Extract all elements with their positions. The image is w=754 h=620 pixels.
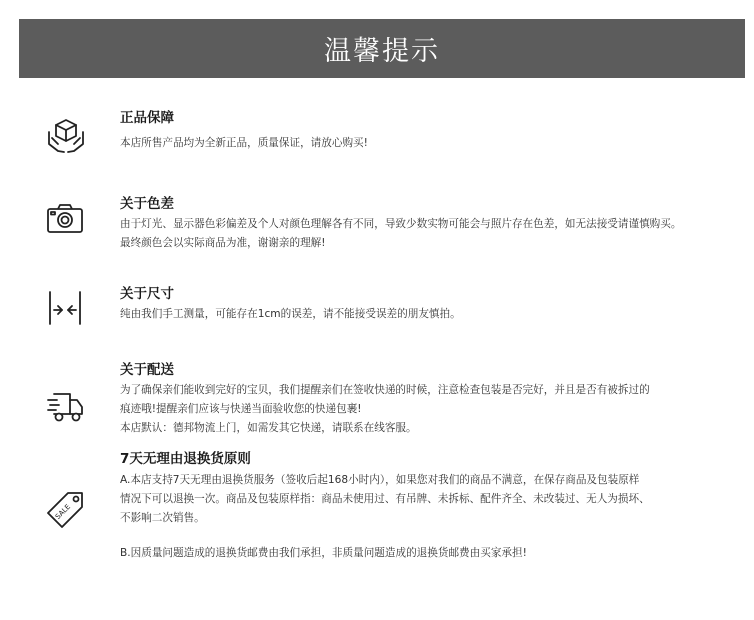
- section-text: 情况下可以退换一次。商品及包装原样指：商品未使用过、有吊牌、未拆标、配件齐全、未改装过、无人为损坏、: [120, 493, 650, 505]
- section-text: 为了确保亲们能收到完好的宝贝，我们提醒亲们在签收快递的时候，注意检查包装是否完好，并且是否有被拆过的: [120, 384, 650, 396]
- section-content: [120, 194, 750, 253]
- spacer: [120, 528, 750, 544]
- section-title: 关于尺寸: [120, 286, 174, 302]
- header-banner: [19, 19, 745, 78]
- page-title: 温馨提示: [324, 36, 440, 67]
- section-text: 本店默认：德邦物流上门，如需发其它快递，请联系在线客服。: [120, 422, 417, 434]
- section-content: [120, 284, 750, 324]
- section-text: 纯由我们手工测量，可能存在1cm的误差，请不能接受误差的朋友慎拍。: [120, 308, 461, 320]
- section-content: [120, 360, 750, 438]
- section-text: 不影响二次销售。: [120, 512, 205, 524]
- section-title: 7天无理由退换货原则: [120, 451, 251, 467]
- section-content: [120, 449, 750, 563]
- section-title: 关于配送: [120, 362, 174, 378]
- section-text: A.本店支持7天无理由退换货服务（签收后起168小时内），如果您对我们的商品不满意，在保存商品及包装原样: [120, 474, 640, 486]
- sale-tag-icon: [46, 489, 86, 529]
- section-text: 由于灯光、显示器色彩偏差及个人对颜色理解各有不同，导致少数实物可能会与照片存在色差，如无法接受请谨慎购买。: [120, 218, 682, 230]
- section-text: 最终颜色会以实际商品为准，谢谢亲的理解!: [120, 237, 326, 249]
- section-text: B.因质量问题造成的退换货邮费由我们承担，非质量问题造成的退换货邮费由买家承担!: [120, 547, 527, 559]
- section-text: 痕迹哦!提醒亲们应该与快递当面验收您的快递包裹!: [120, 403, 362, 415]
- section-content: [120, 108, 750, 153]
- svg-text:SALE: SALE: [53, 502, 73, 522]
- camera-icon: [46, 202, 84, 234]
- section-title: 正品保障: [120, 110, 174, 126]
- measure-arrows-icon: [46, 290, 84, 326]
- delivery-truck-icon: [46, 390, 84, 424]
- section-title: 关于色差: [120, 196, 174, 212]
- section-text: 本店所售产品均为全新正品，质量保证，请放心购买!: [120, 137, 368, 149]
- box-hands-icon: [46, 116, 86, 158]
